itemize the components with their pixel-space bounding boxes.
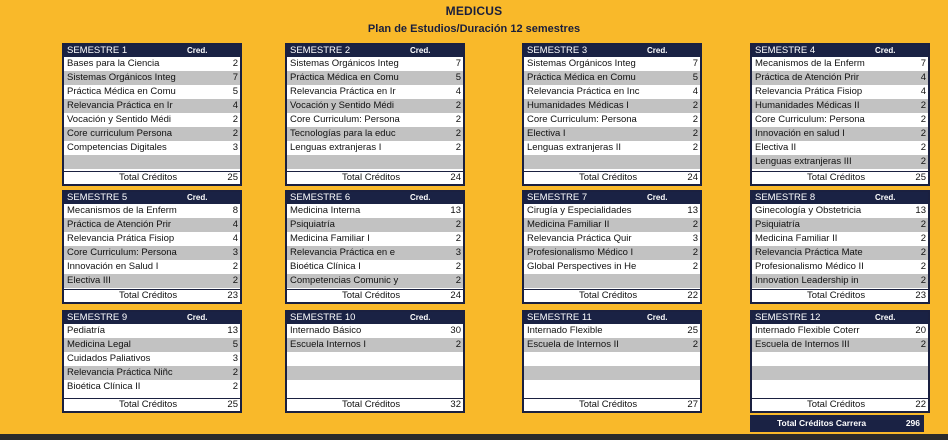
course-credits: 2: [920, 339, 926, 350]
course-name: Medicina Familiar II: [755, 233, 838, 244]
semester-1-card: [62, 43, 242, 186]
course-name: Mecanismos de la Enferm: [67, 205, 177, 216]
course-credits: 2: [232, 114, 238, 125]
total-label: Total Créditos: [342, 172, 401, 183]
page-subtitle: Plan de Estudios/Duración 12 semestres: [367, 23, 581, 35]
total-value: 23: [915, 290, 926, 301]
total-label: Total Créditos: [119, 290, 178, 301]
course-name: Relevancia Práctica Mate: [755, 247, 863, 258]
empty-row: [287, 366, 463, 380]
cred-header: Cred.: [875, 313, 896, 322]
empty-row: [752, 380, 928, 394]
course-row: [64, 218, 240, 232]
course-credits: 5: [692, 72, 698, 83]
total-row: [64, 289, 240, 302]
course-name: Global Perspectives in He: [527, 261, 637, 272]
course-row: [64, 246, 240, 260]
course-name: Internado Básico: [290, 325, 362, 336]
course-credits: 4: [920, 86, 926, 97]
semester-8-card: [750, 190, 930, 304]
course-name: Innovation Leadership in: [755, 275, 859, 286]
cred-header: Cred.: [410, 193, 431, 202]
total-row: [64, 171, 240, 184]
course-name: Sistemas Orgánicos Integ: [67, 72, 176, 83]
course-credits: 2: [920, 156, 926, 167]
course-name: Relevancia Práctica en Ir: [67, 100, 173, 111]
cred-header: Cred.: [647, 193, 668, 202]
course-row: [64, 85, 240, 99]
course-credits: 3: [232, 142, 238, 153]
course-name: Core Curriculum: Persona: [527, 114, 637, 125]
course-credits: 30: [450, 325, 461, 336]
course-credits: 13: [450, 205, 461, 216]
course-name: Relevancia Práctica en Ir: [290, 86, 396, 97]
course-name: Bioética Clínica I: [290, 261, 361, 272]
course-row: [287, 113, 463, 127]
course-row: [524, 71, 700, 85]
course-name: Tecnologías para la educ: [290, 128, 396, 139]
total-value: 32: [450, 399, 461, 410]
total-label: Total Créditos: [579, 399, 638, 410]
course-row: [752, 274, 928, 288]
semester-name: SEMESTRE 2: [290, 45, 351, 56]
course-row: [752, 260, 928, 274]
course-credits: 2: [455, 100, 461, 111]
course-row: [64, 99, 240, 113]
course-row: [64, 352, 240, 366]
total-value: 24: [450, 172, 461, 183]
total-row: [752, 398, 928, 411]
course-row: [64, 338, 240, 352]
course-name: Práctica Médica en Comu: [67, 86, 176, 97]
course-name: Escuela de Internos III: [755, 339, 850, 350]
semester-name: SEMESTRE 9: [67, 312, 128, 323]
semester-name: SEMESTRE 8: [755, 192, 816, 203]
course-credits: 25: [687, 325, 698, 336]
course-row: [524, 260, 700, 274]
semester-header: [287, 312, 463, 324]
empty-row: [287, 155, 463, 169]
course-name: Core Curriculum: Persona: [755, 114, 865, 125]
total-value: 24: [450, 290, 461, 301]
course-credits: 7: [455, 58, 461, 69]
course-name: Electiva III: [67, 275, 111, 286]
course-row: [64, 380, 240, 394]
semester-header: [524, 45, 700, 57]
course-credits: 20: [915, 325, 926, 336]
total-row: [524, 289, 700, 302]
course-name: Core Curriculum: Persona: [67, 247, 177, 258]
course-name: Cuidados Paliativos: [67, 353, 151, 364]
cred-header: Cred.: [875, 46, 896, 55]
course-row: [524, 246, 700, 260]
semester-header: [287, 192, 463, 204]
course-row: [287, 218, 463, 232]
course-credits: 2: [232, 261, 238, 272]
course-row: [287, 274, 463, 288]
course-row: [752, 232, 928, 246]
course-row: [287, 99, 463, 113]
empty-row: [524, 352, 700, 366]
course-row: [64, 366, 240, 380]
course-row: [64, 113, 240, 127]
cred-header: Cred.: [187, 46, 208, 55]
course-row: [287, 232, 463, 246]
total-row: [524, 398, 700, 411]
course-row: [524, 85, 700, 99]
course-credits: 3: [232, 353, 238, 364]
empty-row: [524, 366, 700, 380]
course-credits: 2: [232, 128, 238, 139]
course-row: [287, 57, 463, 71]
course-credits: 2: [692, 128, 698, 139]
course-credits: 2: [455, 233, 461, 244]
course-row: [752, 204, 928, 218]
course-credits: 3: [232, 247, 238, 258]
course-row: [752, 155, 928, 169]
course-row: [524, 99, 700, 113]
course-name: Sistemas Orgánicos Integ: [527, 58, 636, 69]
course-row: [524, 204, 700, 218]
course-name: Pediatría: [67, 325, 106, 336]
total-label: Total Créditos: [119, 399, 178, 410]
total-value: 25: [227, 399, 238, 410]
course-credits: 2: [692, 142, 698, 153]
total-label: Total Créditos: [807, 399, 866, 410]
course-name: Core curriculum Persona: [67, 128, 173, 139]
total-value: 24: [687, 172, 698, 183]
empty-row: [287, 352, 463, 366]
course-row: [64, 324, 240, 338]
course-credits: 2: [692, 247, 698, 258]
course-credits: 2: [455, 219, 461, 230]
course-credits: 2: [455, 339, 461, 350]
course-row: [752, 57, 928, 71]
total-row: [752, 289, 928, 302]
course-row: [524, 218, 700, 232]
semester-header: [64, 45, 240, 57]
course-name: Medicina Legal: [67, 339, 131, 350]
course-name: Bioética Clínica II: [67, 381, 141, 392]
course-name: Internado Flexible Coterr: [755, 325, 860, 336]
course-name: Escuela de Internos II: [527, 339, 619, 350]
course-row: [64, 260, 240, 274]
semester-11-card: [522, 310, 702, 413]
course-credits: 2: [232, 381, 238, 392]
course-row: [752, 141, 928, 155]
course-row: [64, 127, 240, 141]
cred-header: Cred.: [647, 46, 668, 55]
course-row: [752, 85, 928, 99]
course-credits: 4: [232, 233, 238, 244]
course-credits: 8: [232, 205, 238, 216]
empty-row: [524, 380, 700, 394]
course-row: [752, 324, 928, 338]
semester-10-card: [285, 310, 465, 413]
empty-row: [752, 366, 928, 380]
course-row: [524, 113, 700, 127]
course-name: Innovación en salud I: [755, 128, 845, 139]
total-value: 23: [227, 290, 238, 301]
course-credits: 2: [692, 114, 698, 125]
course-name: Electiva I: [527, 128, 566, 139]
course-credits: 2: [920, 275, 926, 286]
course-name: Innovación en Salud I: [67, 261, 159, 272]
course-row: [287, 71, 463, 85]
total-value: 25: [915, 172, 926, 183]
course-name: Lenguas extranjeras I: [290, 142, 382, 153]
course-credits: 13: [687, 205, 698, 216]
semester-header: [64, 192, 240, 204]
course-credits: 2: [920, 247, 926, 258]
semester-name: SEMESTRE 7: [527, 192, 588, 203]
course-row: [64, 71, 240, 85]
semester-name: SEMESTRE 5: [67, 192, 128, 203]
course-name: Internado Flexible: [527, 325, 603, 336]
course-name: Relevancia Prática Fisiop: [755, 86, 863, 97]
course-name: Vocación y Sentido Médi: [290, 100, 395, 111]
total-label: Total Créditos: [342, 290, 401, 301]
course-credits: 2: [920, 114, 926, 125]
total-value: 22: [687, 290, 698, 301]
grand-total-value: 296: [905, 418, 920, 428]
cred-header: Cred.: [187, 193, 208, 202]
semester-5-card: [62, 190, 242, 304]
course-credits: 5: [232, 339, 238, 350]
course-name: Psiquiatría: [755, 219, 800, 230]
course-row: [64, 204, 240, 218]
semester-4-card: [750, 43, 930, 186]
total-label: Total Créditos: [579, 290, 638, 301]
empty-row: [752, 352, 928, 366]
course-name: Bases para la Ciencia: [67, 58, 160, 69]
course-row: [64, 274, 240, 288]
course-name: Práctica de Atención Prir: [67, 219, 172, 230]
course-credits: 5: [232, 86, 238, 97]
grand-total-label: Total Créditos Carrera: [777, 418, 867, 428]
semester-header: [752, 192, 928, 204]
course-row: [287, 338, 463, 352]
course-name: Profesionalismo Médico I: [527, 247, 634, 258]
total-label: Total Créditos: [342, 399, 401, 410]
semester-name: SEMESTRE 12: [755, 312, 821, 323]
course-row: [287, 141, 463, 155]
empty-row: [287, 380, 463, 394]
course-name: Humanidades Médicas I: [527, 100, 629, 111]
course-row: [287, 85, 463, 99]
cred-header: Cred.: [410, 46, 431, 55]
course-credits: 2: [692, 339, 698, 350]
course-credits: 3: [455, 247, 461, 258]
course-name: Relevancia Práctica en Inc: [527, 86, 640, 97]
semester-2-card: [285, 43, 465, 186]
course-credits: 2: [455, 128, 461, 139]
course-credits: 2: [232, 367, 238, 378]
total-label: Total Créditos: [119, 172, 178, 183]
course-row: [752, 338, 928, 352]
course-row: [524, 324, 700, 338]
course-credits: 5: [455, 72, 461, 83]
course-credits: 4: [232, 100, 238, 111]
course-row: [752, 113, 928, 127]
course-row: [524, 338, 700, 352]
course-row: [752, 218, 928, 232]
course-row: [752, 99, 928, 113]
course-name: Cirugía y Especialidades: [527, 205, 632, 216]
course-name: Lenguas extranjeras II: [527, 142, 622, 153]
course-name: Medicina Interna: [290, 205, 361, 216]
cred-header: Cred.: [410, 313, 431, 322]
total-row: [524, 171, 700, 184]
semester-name: SEMESTRE 1: [67, 45, 128, 56]
semester-name: SEMESTRE 10: [290, 312, 356, 323]
total-row: [287, 171, 463, 184]
course-name: Práctica Médica en Comu: [527, 72, 636, 83]
course-row: [524, 232, 700, 246]
semester-6-card: [285, 190, 465, 304]
semester-header: [752, 312, 928, 324]
course-row: [287, 324, 463, 338]
course-name: Competencias Digitales: [67, 142, 167, 153]
course-name: Práctica de Atención Prir: [755, 72, 860, 83]
semester-name: SEMESTRE 4: [755, 45, 816, 56]
cred-header: Cred.: [647, 313, 668, 322]
course-credits: 4: [692, 86, 698, 97]
course-row: [752, 246, 928, 260]
total-label: Total Créditos: [807, 290, 866, 301]
course-name: Relevancia Prática Fisiop: [67, 233, 175, 244]
semester-name: SEMESTRE 11: [527, 312, 592, 323]
course-name: Mecanismos de la Enferm: [755, 58, 865, 69]
total-label: Total Créditos: [807, 172, 866, 183]
course-credits: 2: [455, 261, 461, 272]
course-credits: 2: [692, 100, 698, 111]
total-row: [64, 398, 240, 411]
semester-header: [64, 312, 240, 324]
cred-header: Cred.: [187, 313, 208, 322]
course-credits: 4: [920, 72, 926, 83]
course-row: [287, 260, 463, 274]
course-name: Relevancia Práctica en e: [290, 247, 396, 258]
course-name: Humanidades Médicas II: [755, 100, 860, 111]
course-row: [287, 246, 463, 260]
course-name: Competencias Comunic y: [290, 275, 399, 286]
course-name: Práctica Médica en Comu: [290, 72, 399, 83]
course-credits: 2: [920, 219, 926, 230]
course-credits: 7: [920, 58, 926, 69]
course-credits: 2: [692, 219, 698, 230]
course-credits: 2: [232, 275, 238, 286]
course-row: [64, 57, 240, 71]
course-credits: 2: [920, 128, 926, 139]
total-row: [287, 289, 463, 302]
course-credits: 2: [920, 261, 926, 272]
course-credits: 2: [455, 142, 461, 153]
total-value: 25: [227, 172, 238, 183]
course-row: [524, 141, 700, 155]
total-row: [752, 171, 928, 184]
course-name: Medicina Familiar I: [290, 233, 370, 244]
semester-3-card: [522, 43, 702, 186]
course-name: Escuela Internos I: [290, 339, 367, 350]
empty-row: [524, 274, 700, 288]
semester-header: [524, 192, 700, 204]
course-credits: 4: [232, 219, 238, 230]
empty-row: [64, 155, 240, 169]
course-credits: 13: [915, 205, 926, 216]
course-row: [524, 127, 700, 141]
course-name: Profesionalismo Médico II: [755, 261, 864, 272]
course-name: Vocación y Sentido Médi: [67, 114, 172, 125]
empty-row: [524, 155, 700, 169]
total-value: 22: [915, 399, 926, 410]
course-row: [524, 57, 700, 71]
course-name: Electiva II: [755, 142, 797, 153]
course-row: [64, 232, 240, 246]
course-credits: 2: [455, 275, 461, 286]
course-credits: 2: [232, 58, 238, 69]
course-name: Ginecología y Obstetricia: [755, 205, 862, 216]
course-credits: 13: [227, 325, 238, 336]
semester-name: SEMESTRE 6: [290, 192, 351, 203]
total-value: 27: [687, 399, 698, 410]
semester-9-card: [62, 310, 242, 413]
semester-header: [524, 312, 700, 324]
semester-header: [287, 45, 463, 57]
course-credits: 7: [232, 72, 238, 83]
course-row: [287, 204, 463, 218]
course-credits: 4: [455, 86, 461, 97]
course-credits: 2: [455, 114, 461, 125]
page-title: MEDICUS: [445, 4, 503, 18]
course-name: Core Curriculum: Persona: [290, 114, 400, 125]
course-name: Psiquiatría: [290, 219, 335, 230]
course-row: [752, 127, 928, 141]
course-row: [64, 141, 240, 155]
course-credits: 2: [920, 233, 926, 244]
cred-header: Cred.: [875, 193, 896, 202]
grand-total-bar: [750, 415, 924, 432]
course-name: Sistemas Orgánicos Integ: [290, 58, 399, 69]
semester-12-card: [750, 310, 930, 413]
semester-header: [752, 45, 928, 57]
total-row: [287, 398, 463, 411]
course-name: Lenguas extranjeras III: [755, 156, 852, 167]
course-credits: 7: [692, 58, 698, 69]
total-label: Total Créditos: [579, 172, 638, 183]
course-name: Medicina Familiar II: [527, 219, 610, 230]
semester-7-card: [522, 190, 702, 304]
course-row: [752, 71, 928, 85]
semester-name: SEMESTRE 3: [527, 45, 588, 56]
course-row: [287, 127, 463, 141]
bottom-border: [0, 434, 948, 440]
course-credits: 2: [920, 100, 926, 111]
course-name: Relevancia Práctica Quir: [527, 233, 632, 244]
course-name: Relevancia Práctica Niñc: [67, 367, 173, 378]
course-credits: 2: [692, 261, 698, 272]
course-credits: 3: [692, 233, 698, 244]
course-credits: 2: [920, 142, 926, 153]
